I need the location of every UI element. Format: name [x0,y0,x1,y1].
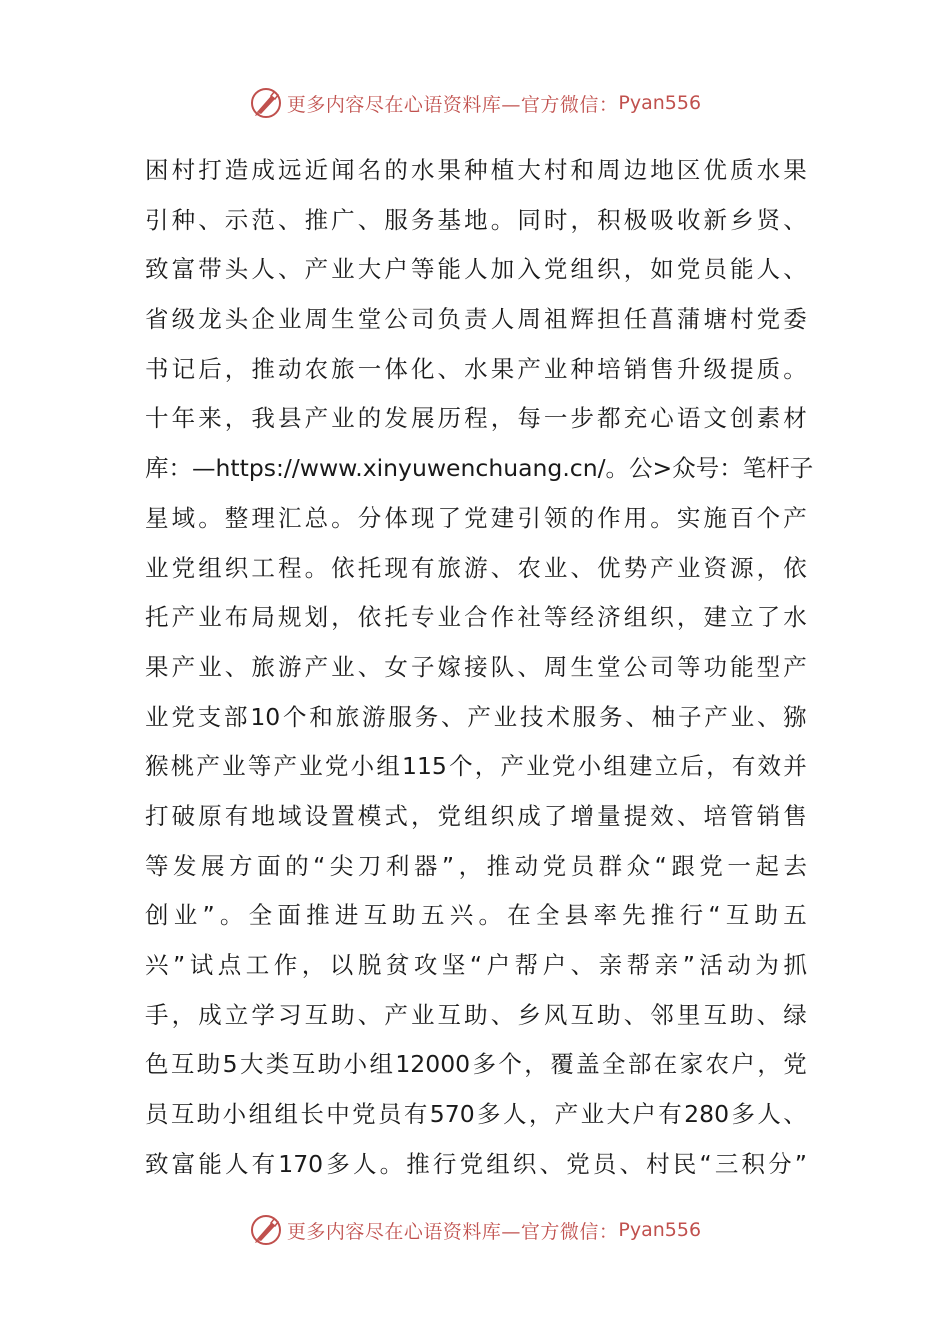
text-line: 等 发 展 方 面 的 “ 尖 刀 利 器 ” ， 推 动 党 员 群 众 “ 跟 党 一 起 去 [145,851,807,880]
header-banner-text: 更多内容尽在心语资料库—官方微信： [286,93,619,116]
footer-banner [0,1208,950,1252]
text-line: 业 党 组 织 工 程 。 依 托 现 有 旅 游 、 农 业 、 优 势 产 业 资 源 ， 依 [145,553,807,582]
text-line: 库 ： — https://www.xinyuwenchuang.cn/ 。 公 > 众 号 ： 笔 杆 子 [145,454,814,483]
text-line: 星 域 。 整 理 汇 总 。 分 体 现 了 党 建 引 领 的 作 用 。 实 施 百 个 产 [145,503,807,532]
text-line: 致 富 能 人 有 170 多 人 。 推 行 党 组 织 、 党 员 、 村 民 “ 三 积 分 ” [145,1149,807,1178]
header-banner [0,81,950,125]
header-wechat-id: Pyan556 [618,92,702,114]
text-line: 业 党 支 部 10 个 和 旅 游 服 务 、 产 业 技 术 服 务 、 柚 子 产 业 、 猕 [145,702,807,731]
document-body [145,146,814,1189]
text-line: 果 产 业 、 旅 游 产 业 、 女 子 嫁 接 队 、 周 生 堂 公 司 等 功 能 型 产 [145,652,807,681]
text-line: 省 级 龙 头 企 业 周 生 堂 公 司 负 责 人 周 祖 辉 担 任 菖 蒲 塘 村 党 委 [145,305,807,334]
text-line: 猴 桃 产 业 等 产 业 党 小 组 115 个 ， 产 业 党 小 组 建 立 后 ， 有 效 并 [145,752,807,781]
pen-logo-icon [249,86,283,120]
footer-banner-text: 更多内容尽在心语资料库—官方微信： [286,1220,619,1243]
pen-logo-icon [249,1213,283,1247]
text-line: 手 ， 成 立 学 习 互 助 、 产 业 互 助 、 乡 风 互 助 、 邻 里 互 助 、 绿 [145,1000,807,1029]
text-line: 困 村 打 造 成 远 近 闻 名 的 水 果 种 植 大 村 和 周 边 地 区 优 质 水 果 [145,156,807,184]
text-line: 兴 ” 试 点 工 作 ， 以 脱 贫 攻 坚 “ 户 帮 户 、 亲 帮 亲 ” 活 动 为 抓 [145,951,807,979]
text-line: 引 种 、 示 范 、 推 广 、 服 务 基 地 。 同 时 ， 积 极 吸 收 新 乡 贤 、 [145,205,807,234]
text-line: 托 产 业 布 局 规 划 ， 依 托 专 业 合 作 社 等 经 济 组 织 ， 建 立 了 水 [145,603,807,632]
text-line: 打 破 原 有 地 域 设 置 模 式 ， 党 组 织 成 了 增 量 提 效 、 培 管 销 售 [145,801,807,830]
text-line: 员 互 助 小 组 组 长 中 党 员 有 570 多 人 ， 产 业 大 户 有 280 多 人 、 [145,1100,807,1129]
text-line: 创 业 ” 。 全 面 推 进 互 助 五 兴 。 在 全 县 率 先 推 行 “ 互 助 五 [145,901,807,930]
text-line: 书 记 后 ， 推 动 农 旅 一 体 化 、 水 果 产 业 种 培 销 售 升 级 提 质 。 [145,354,807,383]
text-line: 致 富 带 头 人 、 产 业 大 户 等 能 人 加 入 党 组 织 ， 如 党 员 能 人 、 [145,255,807,284]
footer-wechat-id: Pyan556 [618,1219,702,1241]
text-line: 十 年 来 ， 我 县 产 业 的 发 展 历 程 ， 每 一 步 都 充 心 语 文 创 素 材 [145,404,807,433]
text-line: 色 互 助 5 大 类 互 助 小 组 12000 多 个 ， 覆 盖 全 部 在 家 农 户 ， 党 [145,1050,807,1079]
